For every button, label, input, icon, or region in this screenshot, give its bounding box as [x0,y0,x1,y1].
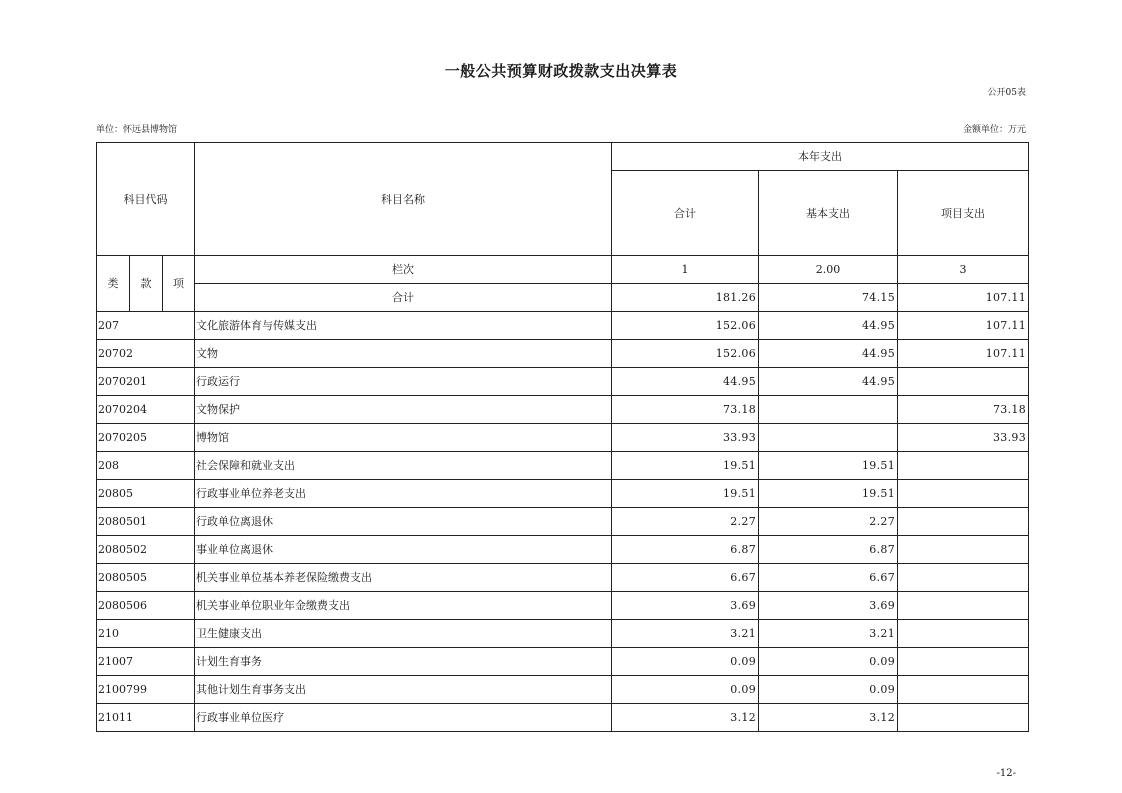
table-row [97,564,1029,592]
row-code: 2070205 [97,424,195,452]
page-title: 一般公共预算财政拨款支出决算表 [444,62,678,80]
row-name: 社会保障和就业支出 [195,452,612,480]
row-name: 机关事业单位职业年金缴费支出 [195,592,612,620]
row-total: 3.69 [612,592,759,620]
row-basic: 3.12 [759,704,898,732]
table-row [97,340,1029,368]
row-project [898,564,1029,592]
header-name: 科目名称 [195,143,612,256]
header-col2: 2.00 [759,256,898,284]
table-row [97,648,1029,676]
summary-project: 107.11 [898,284,1029,312]
row-basic [759,396,898,424]
row-total: 6.67 [612,564,759,592]
row-code: 2080501 [97,508,195,536]
summary-total: 181.26 [612,284,759,312]
page-number: -12- [996,768,1016,779]
row-basic: 44.95 [759,312,898,340]
row-project [898,480,1029,508]
row-project: 73.18 [898,396,1029,424]
table-row [97,480,1029,508]
row-basic: 2.27 [759,508,898,536]
row-name: 卫生健康支出 [195,620,612,648]
summary-basic: 74.15 [759,284,898,312]
row-total: 152.06 [612,340,759,368]
row-code: 2080506 [97,592,195,620]
row-project [898,508,1029,536]
header-current-year: 本年支出 [612,143,1029,171]
amount-unit: 金额单位：万元 [962,125,1026,135]
row-total: 19.51 [612,480,759,508]
row-code: 208 [97,452,195,480]
row-total: 2.27 [612,508,759,536]
row-name: 博物馆 [195,424,612,452]
row-name: 行政事业单位养老支出 [195,480,612,508]
header-project: 项目支出 [898,171,1029,256]
header-total: 合计 [612,171,759,256]
row-code: 2080502 [97,536,195,564]
row-total: 19.51 [612,452,759,480]
table-row [97,592,1029,620]
row-basic: 44.95 [759,368,898,396]
expenditure-table [96,142,1029,732]
row-name: 行政事业单位医疗 [195,704,612,732]
table-header [97,143,1029,312]
header-code: 科目代码 [97,143,195,256]
row-code: 20702 [97,340,195,368]
row-code: 2070201 [97,368,195,396]
row-project [898,452,1029,480]
row-project [898,704,1029,732]
row-total: 6.87 [612,536,759,564]
row-basic: 6.87 [759,536,898,564]
row-code: 2070204 [97,396,195,424]
row-project: 107.11 [898,340,1029,368]
header-xiang: 项 [163,256,195,312]
row-total: 33.93 [612,424,759,452]
header-col1: 1 [612,256,759,284]
row-project: 33.93 [898,424,1029,452]
row-name: 文物保护 [195,396,612,424]
row-basic: 0.09 [759,676,898,704]
table-row [97,508,1029,536]
row-total: 152.06 [612,312,759,340]
row-project [898,676,1029,704]
table-body [97,312,1029,732]
reporting-unit: 单位：怀远县博物馆 [96,125,178,135]
header-kuan: 款 [130,256,163,312]
table-row [97,704,1029,732]
table-row [97,620,1029,648]
row-basic [759,424,898,452]
row-project [898,536,1029,564]
table-row [97,396,1029,424]
summary-label: 合计 [195,284,612,312]
header-column-seq: 栏次 [195,256,612,284]
row-basic: 19.51 [759,452,898,480]
row-basic: 3.69 [759,592,898,620]
row-name: 文化旅游体育与传媒支出 [195,312,612,340]
table-row [97,452,1029,480]
row-code: 207 [97,312,195,340]
row-code: 20805 [97,480,195,508]
row-name: 事业单位离退休 [195,536,612,564]
table-row [97,424,1029,452]
row-project [898,592,1029,620]
row-name: 行政运行 [195,368,612,396]
form-number: 公开05表 [987,88,1026,98]
row-name: 计划生育事务 [195,648,612,676]
row-project: 107.11 [898,312,1029,340]
header-col3: 3 [898,256,1029,284]
row-code: 2100799 [97,676,195,704]
row-total: 73.18 [612,396,759,424]
row-basic: 0.09 [759,648,898,676]
row-basic: 44.95 [759,340,898,368]
row-total: 0.09 [612,676,759,704]
row-name: 其他计划生育事务支出 [195,676,612,704]
row-basic: 3.21 [759,620,898,648]
row-project [898,648,1029,676]
row-total: 3.21 [612,620,759,648]
row-name: 机关事业单位基本养老保险缴费支出 [195,564,612,592]
row-code: 210 [97,620,195,648]
row-name: 文物 [195,340,612,368]
row-code: 21007 [97,648,195,676]
table-row [97,368,1029,396]
row-code: 2080505 [97,564,195,592]
table-row [97,312,1029,340]
header-basic: 基本支出 [759,171,898,256]
row-total: 44.95 [612,368,759,396]
row-project [898,368,1029,396]
table-row [97,676,1029,704]
header-lei: 类 [97,256,130,312]
row-code: 21011 [97,704,195,732]
row-basic: 6.67 [759,564,898,592]
row-name: 行政单位离退休 [195,508,612,536]
row-project [898,620,1029,648]
table-row [97,536,1029,564]
row-total: 3.12 [612,704,759,732]
row-total: 0.09 [612,648,759,676]
summary-row [97,284,1029,312]
row-basic: 19.51 [759,480,898,508]
